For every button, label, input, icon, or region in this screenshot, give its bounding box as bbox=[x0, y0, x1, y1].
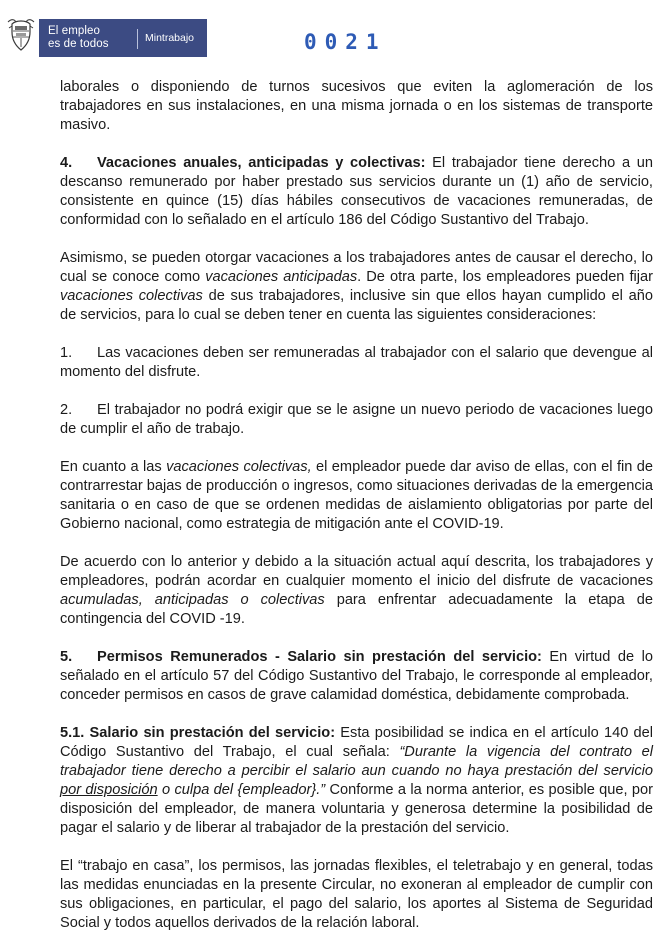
coat-of-arms-icon bbox=[6, 18, 36, 52]
brand-divider bbox=[137, 29, 138, 49]
ministry-name: Mintrabajo bbox=[145, 32, 195, 44]
section-5-1: 5.1. Salario sin prestación del servicio: Esta posibilidad se indica en el artículo 140 del Código Sustantivo del Trabajo, el cual señala: “Durante la vigencia del contrato el trabajador tiene derecho a percibir el salario aun cuando no haya prestación del servicio por disposición o culpa del {empleador}.” Conforme a la norma anterior, es posible que, por disposición del empleador, de manera voluntaria y generosa determine la posibilidad de pagar el salario y de liberar al trabajador de la prestación del servicio. bbox=[60, 725, 653, 836]
paragraph-continuation: laborales o disponiendo de turnos sucesivos que eviten la aglomeración de los trabajadores en sus instalaciones, en una misma jornada o en los sistemas de transporte masivo. bbox=[60, 79, 653, 133]
legal-quote: “Durante la vigencia del contrato el trabajador tiene derecho a percibir el salario aun cuando no haya prestación del servicio bbox=[60, 744, 653, 779]
section-title: 5.1. Salario sin prestación del servicio: bbox=[60, 725, 336, 741]
paragraph-agreement: De acuerdo con lo anterior y debido a la situación actual aquí descrita, los trabajadores y empleadores, podrán acordar en cualquier momento el inicio del disfrute de vacaciones acumuladas, anticipadas o colectivas para enfrentar adecuadamente la etapa de contingencia del COVID -19. bbox=[60, 554, 654, 627]
brand-slogan-line1: El empleo bbox=[48, 25, 101, 37]
brand-slogan-line2: es de todos bbox=[48, 38, 109, 50]
page-number-stamp: 0021 bbox=[304, 30, 387, 54]
brand-banner bbox=[39, 19, 207, 57]
page-header bbox=[0, 0, 662, 66]
list-number: 1. bbox=[60, 345, 73, 361]
paragraph-collective-vacations: En cuanto a las vacaciones colectivas, el empleador puede dar aviso de ellas, con el fin de contrarrestar bajas de producción o ingresos, como situaciones derivadas de la emergencia sanitaria o en caso de que se ordenen medidas de aislamiento obligatorias por parte del Gobierno nacional, como estrategia de mitigación ante el COVID-19. bbox=[60, 459, 654, 532]
document-body bbox=[60, 78, 653, 933]
section-number: 4. bbox=[60, 155, 73, 171]
list-item: 2. El trabajador no podrá exigir que se le asigne un nuevo periodo de vacaciones luego de cumplir el año de trabajo. bbox=[60, 402, 653, 437]
section-title: Vacaciones anuales, anticipadas y colectivas: bbox=[97, 155, 426, 171]
section-title: Permisos Remunerados - Salario sin prestación del servicio: bbox=[97, 649, 542, 665]
list-item: 1. Las vacaciones deben ser remuneradas al trabajador con el salario que devengue al momento del disfrute. bbox=[60, 345, 653, 380]
section-number: 5. bbox=[60, 649, 73, 665]
section-4: 4. Vacaciones anuales, anticipadas y colectivas: El trabajador tiene derecho a un descanso remunerado por haber prestado sus servicios durante un (1) año de servicio, consistente en quince (15) días hábiles consecutivos de vacaciones remuneradas, de conformidad con lo señalado en el artículo 186 del Código Sustantivo del Trabajo. bbox=[60, 155, 653, 228]
paragraph-obligations: El “trabajo en casa”, los permisos, las jornadas flexibles, el teletrabajo y en general, todas las medidas enunciadas en la presente Circular, no exoneran al empleador de cumplir con sus obligaciones, en particular, el pago del salario, los aportes al Sistema de Seguridad Social y todos aquellos derivados de la relación laboral. bbox=[60, 858, 653, 931]
paragraph-anticipated-vacations: Asimismo, se pueden otorgar vacaciones a los trabajadores antes de causar el derecho, lo cual se conoce como vacaciones anticipadas. De otra parte, los empleadores pueden fijar vacaciones colectivas de sus trabajadores, inclusive sin que ellos hayan cumplido el año de servicios, para lo cual se deben tener en cuenta las siguientes consideraciones: bbox=[60, 250, 654, 323]
list-number: 2. bbox=[60, 402, 73, 418]
section-5: 5. Permisos Remunerados - Salario sin prestación del servicio: En virtud de lo señalado en el artículo 57 del Código Sustantivo del Trabajo, le corresponde al empleador, conceder permisos en casos de grave calamidad doméstica, debidamente comprobada. bbox=[60, 649, 653, 703]
